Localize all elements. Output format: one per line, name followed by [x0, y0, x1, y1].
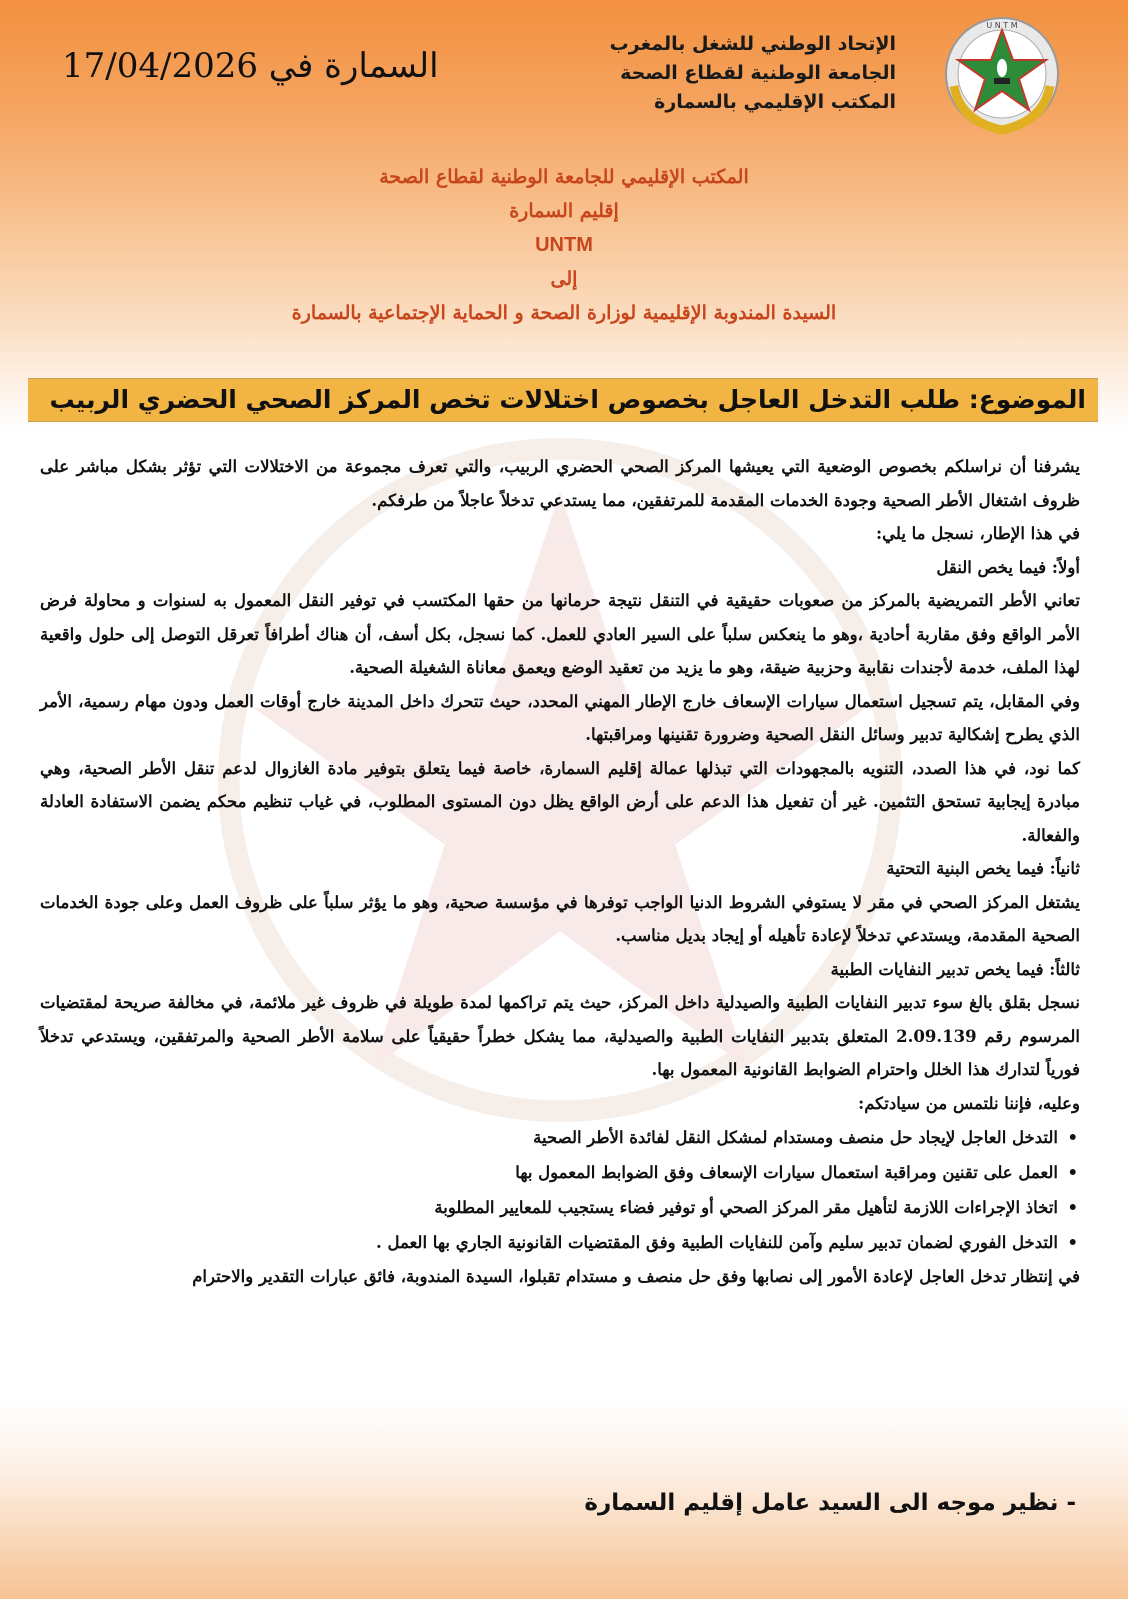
copy-to-note: - نظير موجه الى السيد عامل إقليم السمارة	[584, 1490, 1076, 1516]
org-line-federation: الجامعة الوطنية لقطاع الصحة	[620, 62, 896, 84]
document-date: السمارة في 17/04/2026	[62, 46, 439, 86]
sender-acronym: UNTM	[535, 234, 593, 256]
request-list	[40, 1120, 1080, 1260]
sender-recipient-block	[0, 160, 1128, 330]
section-3-paragraph: نسجل بقلق بالغ سوء تدبير النفايات الطبية والصيدلية داخل المركز، حيث يتم تراكمها لمدة طويلة في ظروف غير ملائمة، في مخالفة صريحة لمقتضيات المرسوم رقم 2.09.139 المتعلق بتدبير النفايات الطبية والصيدلية، مما يشكل خطراً حقيقياً على سلامة الأطر الصحية والمرتفقين، ويستدعي تدخلاً فورياً لتدارك هذا الخلل واحترام الضوابط القانونية المعمول بها.	[40, 993, 1080, 1079]
subject-bar: الموضوع: طلب التدخل العاجل بخصوص اختلالات تخص المركز الصحي الحضري الربيب	[28, 378, 1098, 422]
request-item: • التدخل الفوري لضمان تدبير سليم وآمن للنفايات الطبية وفق المقتضيات القانونية الجاري بها العمل .	[40, 1225, 1058, 1260]
closing-paragraph: في إنتظار تدخل العاجل لإعادة الأمور إلى نصابها وفق حل منصف و مستدام تقبلوا، السيدة المندوبة، فائق عبارات التقدير والاحترام	[192, 1267, 1080, 1286]
sender-province: إقليم السمارة	[509, 200, 619, 222]
section-1-paragraph-2: وفي المقابل، يتم تسجيل استعمال سيارات الإسعاف خارج الإطار المهني المحدد، حيث تتحرك داخل المدينة خارج أوقات العمل ودون مهام رسمية، الأمر الذي يطرح إشكالية تدبير وسائل النقل الصحية وضرورة تقنينها ومراقبتها.	[40, 691, 1080, 744]
to-label: إلى	[550, 268, 578, 290]
section-1-paragraph-3: كما نود، في هذا الصدد، التنويه بالمجهودات التي تبذلها عمالة إقليم السمارة، خاصة فيما يتعلق بتوفير مادة الغازوال لدعم تنقل الأطر الصحية، وهي مبادرة إيجابية تستحق التثمين. غير أن تفعيل هذا الدعم على أرض الواقع يظل دون المستوى المطلوب، في غياب تنظيم محكم يضمن الاستفادة العادلة والفعالة.	[40, 758, 1080, 845]
section-2-paragraph: يشتغل المركز الصحي في مقر لا يستوفي الشروط الدنيا الواجب توفرها في مؤسسة صحية، وهو ما يؤثر سلباً على ظروف العمل وعلى جودة الخدمات الصحية المقدمة، ويستدعي تدخلاً لإعادة تأهيله أو إيجاد بديل مناسب.	[40, 892, 1080, 945]
section-1-title: أولاً: فيما يخص النقل	[936, 557, 1080, 577]
intro-paragraph: يشرفنا أن نراسلكم بخصوص الوضعية التي يعيشها المركز الصحي الحضري الربيب، والتي تعرف مجموعة من الاختلالات التي تؤثر بشكل مباشر على ظروف اشتغال الأطر الصحية وجودة الخدمات المقدمة للمرتفقين، مما يستدعي تدخلاً عاجلاً من طرفكم.	[40, 457, 1080, 510]
logo-letters: U N T M	[986, 21, 1018, 30]
recipient: السيدة المندوبة الإقليمية لوزارة الصحة و الحماية الإجتماعية بالسمارة	[291, 302, 837, 324]
section-1-paragraph-1: تعاني الأطر التمريضية بالمركز من صعوبات حقيقية في التنقل نتيجة حرمانها من حقها المكتسب في توفير النقل المعمول به لسنوات و محاولة فرض الأمر الواقع وفق مقاربة أحادية ،وهو ما ينعكس سلباً على السير العادي للعمل. كما نسجل، بكل أسف، أن هناك أطرافاً تعرقل التوصل إلى حلول واقعية لهذا الملف، خدمة لأجندات نقابية وحزبية ضيقة، وهو ما يزيد من تعقيد الوضع ويعمق معاناة الشغيلة الصحية.	[40, 591, 1080, 677]
request-item: • اتخاذ الإجراءات اللازمة لتأهيل مقر المركز الصحي أو توفير فضاء يستجيب للمعايير المطلوبة	[40, 1190, 1058, 1225]
org-line-union: الإتحاد الوطني للشغل بالمغرب	[609, 33, 896, 55]
section-2-title: ثانياً: فيما يخص البنية التحتية	[886, 859, 1080, 878]
untm-logo-icon	[940, 16, 1064, 136]
org-line-office: المكتب الإقليمي بالسمارة	[654, 91, 896, 113]
frame-line: في هذا الإطار، نسجل ما يلي:	[876, 524, 1080, 543]
request-item: • العمل على تقنين ومراقبة استعمال سيارات الإسعاف وفق الضوابط المعمول بها	[40, 1155, 1058, 1190]
letter-body	[40, 450, 1080, 1294]
request-intro: وعليه، فإننا نلتمس من سيادتكم:	[858, 1093, 1080, 1113]
sender-office: المكتب الإقليمي للجامعة الوطنية لقطاع الصحة	[379, 166, 749, 188]
request-item: • التدخل العاجل لإيجاد حل منصف ومستدام لمشكل النقل لفائدة الأطر الصحية	[40, 1120, 1058, 1155]
organization-header	[610, 30, 896, 117]
section-3-title: ثالثاً: فيما يخص تدبير النفايات الطبية	[830, 959, 1080, 979]
